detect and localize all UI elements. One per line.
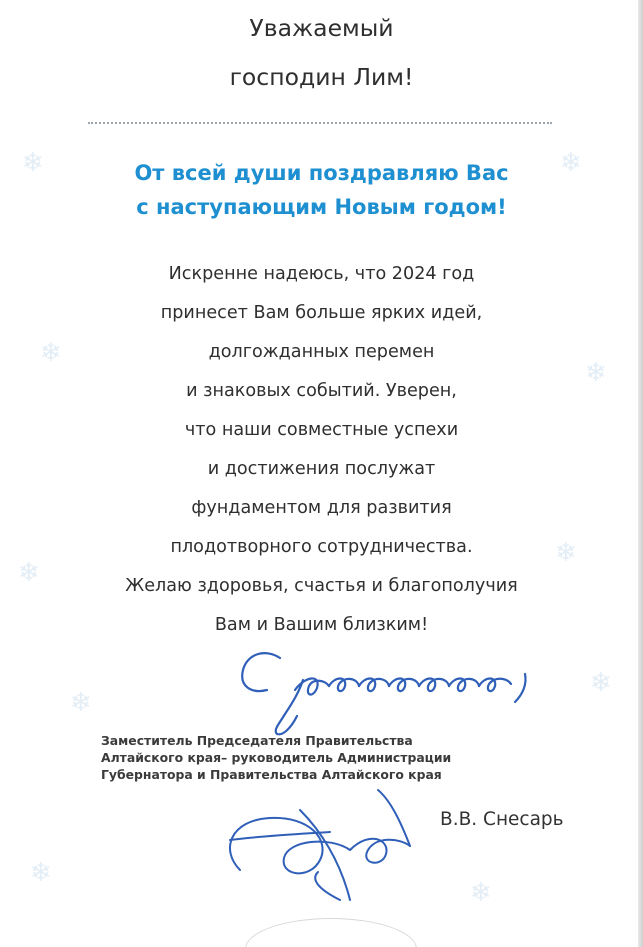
signatory-title-line: Алтайского края– руководитель Администрации — [101, 750, 452, 765]
signatory-name: В.В. Снесарь — [440, 809, 564, 830]
snowflake-icon: ❄ — [40, 338, 62, 368]
snowflake-icon: ❄ — [18, 558, 40, 588]
salutation-line-2: господин Лим! — [229, 63, 414, 91]
snowflake-icon: ❄ — [30, 858, 52, 888]
signatory-title — [101, 732, 451, 783]
body-line: и достижения послужат — [207, 459, 436, 479]
snowflake-icon: ❄ — [590, 668, 612, 698]
snowflake-icon: ❄ — [555, 538, 577, 568]
signatory-title-line: Губернатора и Правительства Алтайского края — [101, 767, 442, 782]
snowflake-icon: ❄ — [22, 148, 44, 178]
body-line: Желаю здоровья, счастья и благополучия — [125, 576, 518, 596]
body-line: Вам и Вашим близким! — [214, 615, 429, 635]
greeting-heading — [0, 156, 643, 224]
body-line: Искренне надеюсь, что 2024 год — [168, 264, 475, 284]
dotted-divider — [88, 122, 552, 124]
snowflake-icon: ❄ — [560, 148, 582, 178]
signature — [200, 780, 440, 920]
snowflake-icon: ❄ — [585, 358, 607, 388]
greeting-line-2: с наступающим Новым годом! — [136, 195, 507, 219]
snowflake-icon: ❄ — [70, 688, 92, 718]
salutation-line-1: Уважаемый — [249, 14, 394, 42]
salutation — [0, 4, 643, 102]
letter-body — [0, 255, 643, 645]
body-line: что наши совместные успехи — [184, 420, 459, 440]
body-line: плодотворного сотрудничества. — [170, 537, 473, 557]
body-line: фундаментом для развития — [191, 498, 452, 518]
snowflake-icon: ❄ — [470, 878, 492, 908]
handwritten-closing — [225, 640, 545, 740]
greeting-line-1: От всей души поздравляю Вас — [134, 161, 509, 185]
body-line: принесет Вам больше ярких идей, — [160, 303, 483, 323]
body-line: долгожданных перемен — [208, 342, 435, 362]
seal-outline — [245, 918, 417, 947]
signatory-title-line: Заместитель Председателя Правительства — [101, 733, 413, 748]
body-line: и знаковых событий. Уверен, — [186, 381, 457, 401]
